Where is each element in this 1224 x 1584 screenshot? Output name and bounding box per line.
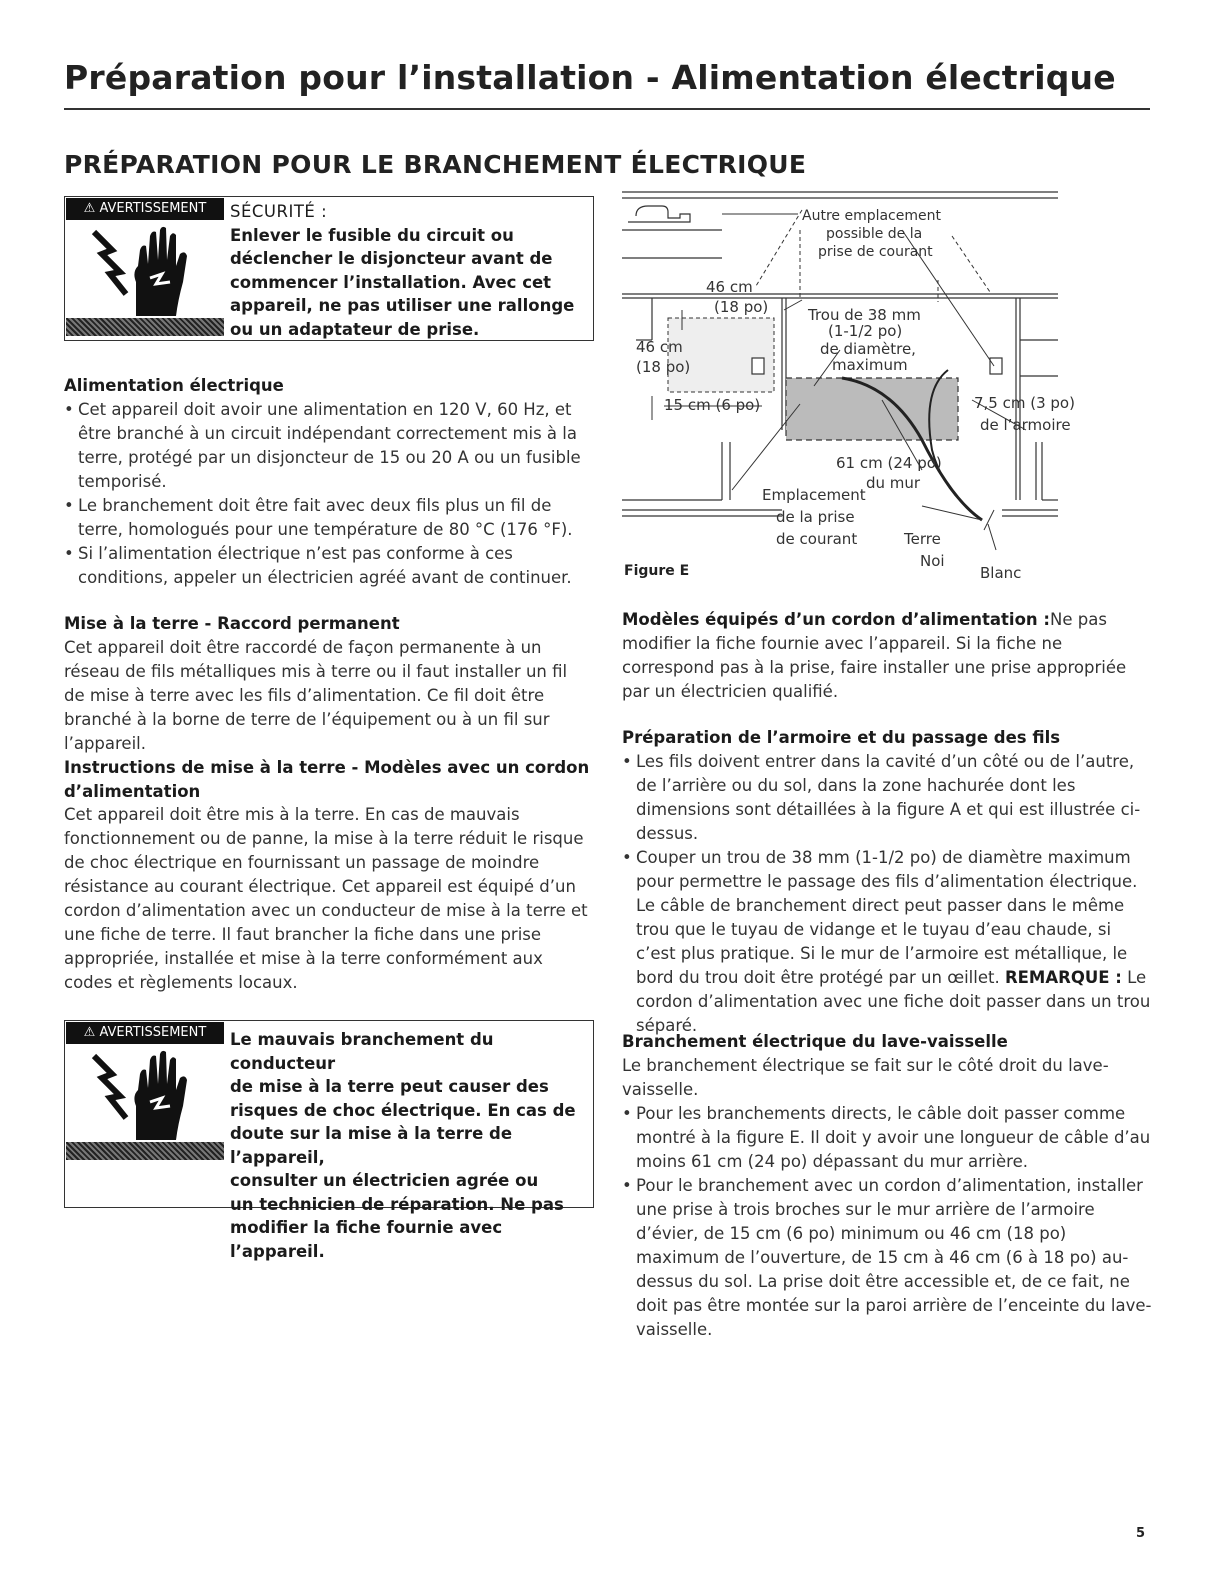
title-divider — [64, 108, 1150, 110]
ground-permanent-heading: Mise à la terre - Raccord permanent — [64, 614, 400, 633]
dishwasher-intro: Le branchement électrique se fait sur le côté droit du lave-vaisselle. — [622, 1055, 1109, 1099]
warning-2-line: Le mauvais branchement du conducteur — [230, 1030, 494, 1073]
figure-label: prise de courant — [818, 244, 933, 260]
figure-label: Autre emplacement — [802, 208, 941, 224]
warning-2-line: risques de choc électrique. En cas de — [230, 1100, 576, 1120]
warning-1-badge — [66, 198, 224, 338]
figure-label: Emplacement — [762, 486, 866, 504]
ground-permanent-section — [64, 612, 592, 756]
figure-e — [622, 190, 1075, 590]
figure-label: (18 po) — [714, 298, 769, 316]
figure-label: 61 cm (24 po) — [836, 454, 942, 472]
warning-2-badge — [66, 1022, 224, 1162]
cord-models-body: Ne pas modifier la fiche fournie avec l’appareil. Si la fiche ne correspond pas à la prise, faire installer une prise appropriée par un électricien qualifié. — [622, 610, 1127, 701]
warning-1-badge-label: ⚠ AVERTISSEMENT — [66, 198, 224, 220]
ground-cord-heading: Instructions de mise à la terre - Modèles avec un cordon d’alimentation — [64, 758, 590, 801]
figure-label: Noi — [920, 552, 945, 570]
list-item: • Le branchement doit être fait avec deux fils plus un fil de terre, homologués pour une température de 80 °C (176 °F). — [64, 494, 592, 542]
warning-2-line: modifier la fiche fournie avec l’appareil. — [230, 1218, 503, 1261]
figure-label: (1-1/2 po) — [828, 322, 903, 340]
figure-label: de diamètre, — [820, 340, 916, 358]
dishwasher-heading: Branchement électrique du lave-vaisselle — [622, 1032, 1008, 1051]
list-item: • Pour les branchements directs, le câble doit passer comme montré à la figure E. Il doit y avoir une longueur de câble d’au moins 61 cm (24 po) dépassant du mur arrière. — [622, 1102, 1152, 1174]
ground-cord-section — [64, 756, 592, 995]
warning-2-line: consulter un électricien agrée ou — [230, 1171, 539, 1190]
warning-1-line: appareil, ne pas utiliser une rallonge — [230, 296, 575, 315]
warning-2-line: un technicien de réparation. Ne pas — [230, 1194, 564, 1214]
cabinet-bullet2-text: Couper un trou de 38 mm (1-1/2 po) de diamètre maximum pour permettre le passage des fils d’alimentation électrique. Le câble de branchement direct peut passer dans le même trou que le tuyau de vidange et le tuyau d’eau chaude, si c’est plus pratique. Si le mur de l’armoire est métallique, le bord du trou doit être protégé par un œillet. — [636, 847, 1138, 987]
page-title: Préparation pour l’installation - Alimentation électrique — [64, 58, 1116, 97]
list-item: • Si l’alimentation électrique n’est pas conforme à ces conditions, appeler un électricien agréé avant de continuer. — [64, 542, 592, 590]
ground-permanent-text: Cet appareil doit être raccordé de façon permanente à un réseau de fils métalliques mis à terre ou il faut installer un fil de mise à terre avec les fils d’alimentation. Ce fil doit être branché à la borne de terre de l’équipement ou à un fil sur l’appareil. — [64, 637, 568, 753]
warning-1-caption: SÉCURITÉ : — [230, 202, 328, 221]
warning-2-badge-label: ⚠ AVERTISSEMENT — [66, 1022, 224, 1044]
cord-models-text — [622, 608, 1152, 704]
power-heading: Alimentation électrique — [64, 376, 284, 395]
warning-1-line: déclencher le disjoncteur avant de — [230, 249, 553, 268]
figure-label: Trou de 38 mm — [808, 306, 921, 324]
warning-1-line: ou un adaptateur de prise. — [230, 319, 480, 339]
figure-label: possible de la — [826, 226, 923, 242]
cord-models-lead: Modèles équipés d’un cordon d’alimentation : — [622, 610, 1050, 629]
cabinet-heading: Préparation de l’armoire et du passage des fils — [622, 728, 1061, 747]
warning-1-line: commencer l’installation. Avec cet — [230, 272, 552, 292]
list-item: • Pour le branchement avec un cordon d’alimentation, installer une prise à trois broches sur le mur arrière de l’armoire d’évier, de 15 cm (6 po) minimum ou 46 cm (18 po) maximum de l’ouverture, de 15 cm à 46 cm (6 à 18 po) au-dessus du sol. La prise doit être accessible et, de ce fait, ne doit pas être montée sur la paroi arrière de l’enceinte du lave-vaisselle. — [622, 1174, 1152, 1342]
warning-2-line: de mise à la terre peut causer des — [230, 1077, 549, 1096]
cabinet-list — [622, 750, 1152, 1038]
section-title: PRÉPARATION POUR LE BRANCHEMENT ÉLECTRIQUE — [64, 150, 807, 179]
note-label: REMARQUE : — [1004, 967, 1122, 987]
electric-shock-hand-icon — [66, 1044, 224, 1142]
figure-label: de l’armoire — [980, 416, 1071, 434]
note-text: Le cordon d’alimentation avec une fiche doit passer dans un trou séparé. — [636, 967, 1151, 1035]
alert-triangle-icon: ⚠ — [83, 1025, 96, 1040]
figure-label: 15 cm (6 po) — [664, 396, 761, 414]
figure-label: 7,5 cm (3 po) — [974, 394, 1075, 412]
page-number: 5 — [1136, 1526, 1146, 1541]
figure-label: (18 po) — [636, 358, 691, 376]
list-item: • Les fils doivent entrer dans la cavité d’un côté ou de l’autre, de l’arrière ou du sol, dans la zone hachurée dont les dimensions sont détaillées à la figure A et qui est illustrée ci-dessus. — [622, 750, 1152, 846]
figure-label: 46 cm — [706, 278, 753, 296]
dishwasher-list — [622, 1102, 1152, 1342]
list-item — [622, 846, 1152, 1038]
alert-triangle-icon: ⚠ — [83, 201, 96, 216]
warning-1-hatch — [66, 318, 224, 336]
figure-label: de la prise — [776, 508, 855, 526]
figure-label: maximum — [832, 356, 908, 374]
warning-2-line: doute sur la mise à la terre de l’appareil, — [230, 1124, 513, 1167]
figure-label: Terre — [904, 530, 941, 548]
list-item: • Cet appareil doit avoir une alimentation en 120 V, 60 Hz, et être branché à un circuit indépendant correctement mis à la terre, protégé par un disjoncteur de 15 ou 20 A ou un fusible temporisé. — [64, 398, 592, 494]
cabinet-section — [622, 726, 1152, 1038]
electric-shock-hand-icon — [66, 220, 224, 318]
warning-1-text — [230, 200, 590, 341]
figure-label: de courant — [776, 530, 858, 548]
figure-label: 46 cm — [636, 338, 683, 356]
power-section — [64, 374, 592, 590]
power-list — [64, 398, 592, 590]
dishwasher-section — [622, 1030, 1152, 1342]
warning-1-line: Enlever le fusible du circuit ou — [230, 225, 514, 245]
figure-label: du mur — [866, 474, 921, 492]
warning-2-text — [230, 1028, 592, 1263]
figure-label: Blanc — [980, 564, 1022, 582]
ground-cord-text: Cet appareil doit être mis à la terre. En cas de mauvais fonctionnement ou de panne, la mise à la terre réduit le risque de choc électrique en fournissant un passage de moindre résistance au courant électrique. Cet appareil est équipé d’un cordon d’alimentation avec un conducteur de mise à la terre et une fiche de terre. Il faut brancher la fiche dans une prise appropriée, installée et mise à la terre conformément aux codes et règlements locaux. — [64, 805, 588, 992]
figure-caption: Figure E — [624, 563, 690, 579]
cord-models-section — [622, 608, 1152, 704]
warning-2-hatch — [66, 1142, 224, 1160]
